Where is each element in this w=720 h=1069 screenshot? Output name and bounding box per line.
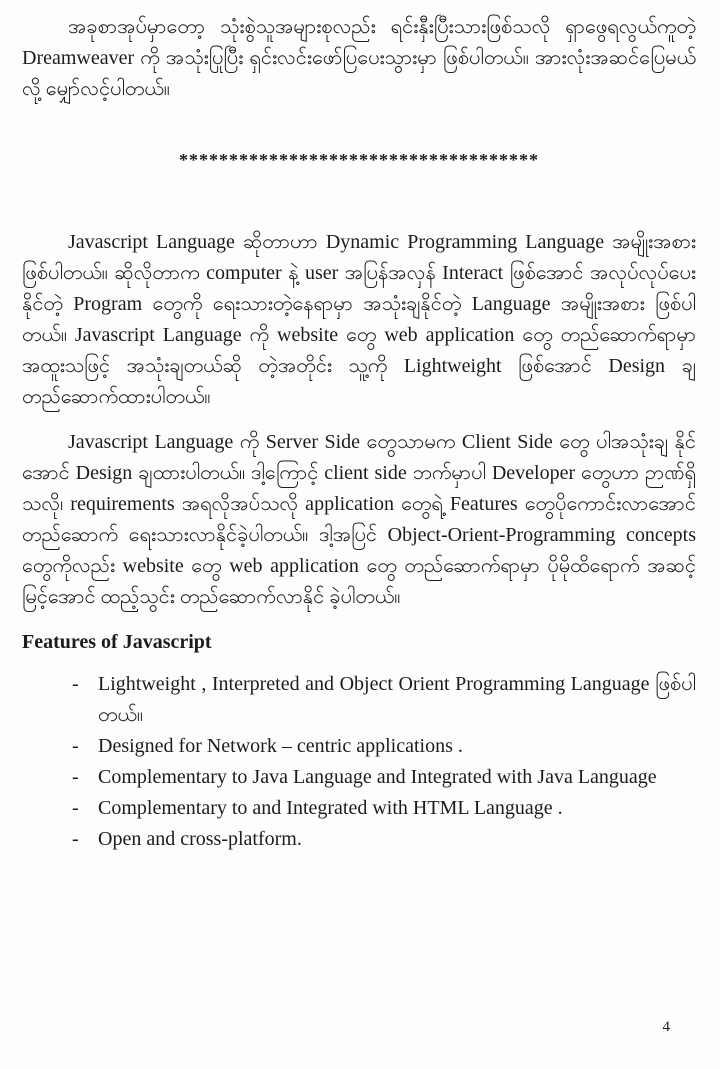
- list-item: [22, 793, 696, 824]
- javascript-server-client-paragraph: Javascript Language ကို Server Side တွေသာမက Client Side တွေ ပါအသုံးချ နိုင်အောင် Design ချထားပါတယ်။ ဒါ့ကြောင့် client side ဘက်မှာပါ Developer တွေဟာ ဉာဏ်ရှိသလို၊ requirements အရလိုအပ်သလို application တွေရဲ့ Features တွေပိုကောင်းလာအောင် တည်ဆောက် ရေးသားလာနိုင်ခဲ့ပါတယ်။ ဒါ့အပြင် Object-Orient-Programming concepts တွေကိုလည်း website တွေ web application တွေ တည်ဆောက်ရာမှာ ပိုမိုထိရောက် အဆင့်မြင့်အောင် ထည့်သွင်း တည်ဆောက်လာနိုင် ခဲ့ပါတယ်။: [22, 431, 696, 608]
- list-item-text: Open and cross-platform.: [98, 828, 302, 850]
- intro-paragraph: အခုစာအုပ်မှာတော့ သုံးစွဲသူအများစုလည်း ရင်းနှီးပြီးသားဖြစ်သလို ရှာဖွေရလွယ်ကူတဲ့ Dreamweaver ကို အသုံးပြုပြီး ရှင်းလင်းဖော်ပြပေးသွားမှာ ဖြစ်ပါတယ်။ အားလုံးအဆင်ပြေမယ်လို့ မျှော်လင့်ပါတယ်။: [22, 16, 696, 100]
- dash-bullet: -: [72, 673, 79, 695]
- page-content: [22, 0, 696, 855]
- features-list: [22, 669, 696, 855]
- dash-bullet: -: [72, 766, 79, 788]
- asterisk-separator: ************************************: [179, 150, 539, 170]
- list-item: [22, 762, 696, 793]
- features-heading: Features of Javascript: [22, 631, 212, 653]
- list-item-text: Complementary to Java Language and Integrated with Java Language: [98, 766, 657, 788]
- list-item-text: Lightweight , Interpreted and Object Orient Programming Language ဖြစ်ပါတယ်။: [98, 673, 696, 726]
- list-item: [22, 731, 696, 762]
- dash-bullet: -: [72, 735, 79, 757]
- list-item: [22, 669, 696, 731]
- javascript-definition-paragraph: Javascript Language ဆိုတာဟာ Dynamic Programming Language အမျိုးအစား ဖြစ်ပါတယ်။ ဆိုလိုတာက computer နဲ့ user အပြန်အလှန် Interact ဖြစ်အောင် အလုပ်လုပ်ပေးနိုင်တဲ့ Program တွေကို ရေးသားတဲ့နေရာမှာ အသုံးချနိုင်တဲ့ Language အမျိုးအစား ဖြစ်ပါတယ်။ Javascript Language ကို website တွေ web application တွေ တည်ဆောက်ရာမှာ အထူးသဖြင့် အသုံးချတယ်ဆို တဲ့အတိုင်း သူ့ကို Lightweight ဖြစ်အောင် Design ချတည်ဆောက်ထားပါတယ်။: [22, 231, 696, 408]
- page-number: 4: [662, 1019, 670, 1035]
- list-item-text: Designed for Network – centric applications .: [98, 735, 463, 757]
- list-item: [22, 824, 696, 855]
- list-item-text: Complementary to and Integrated with HTML Language .: [98, 797, 563, 819]
- dash-bullet: -: [72, 797, 79, 819]
- dash-bullet: -: [72, 828, 79, 850]
